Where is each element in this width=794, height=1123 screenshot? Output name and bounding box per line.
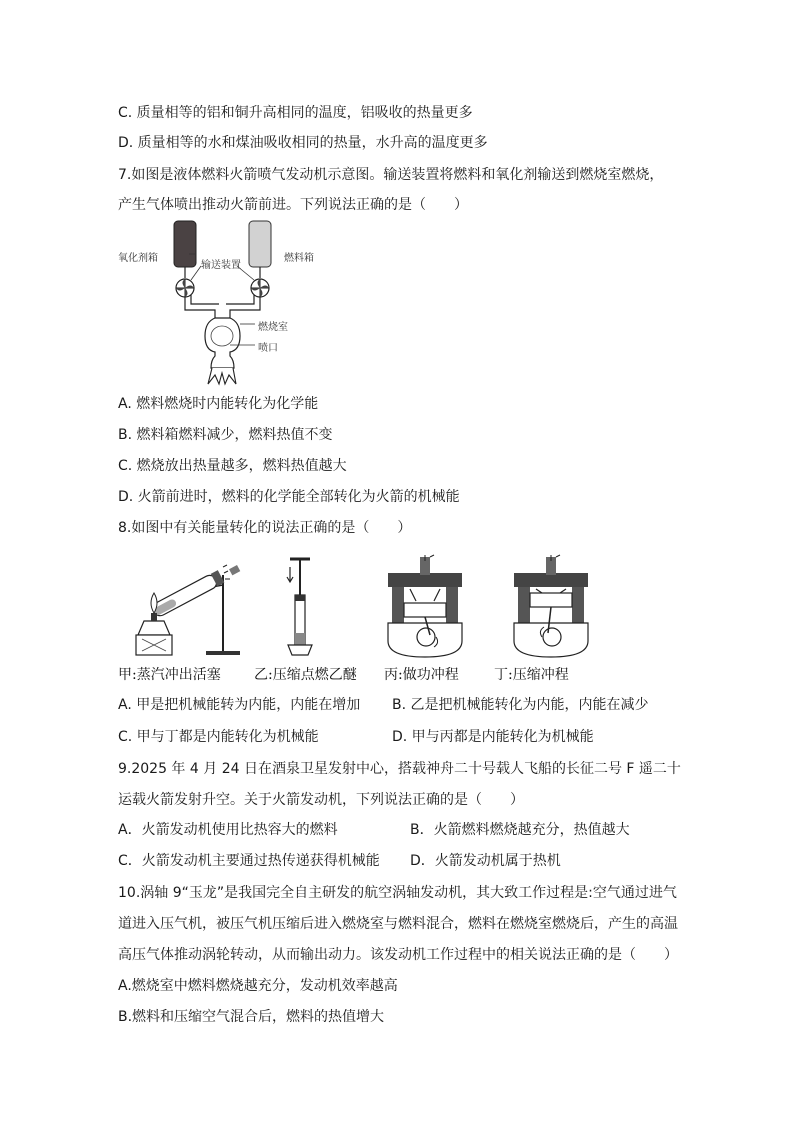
figure-jia-steam-tube — [128, 555, 248, 658]
label-oxidizer-tank: 氧化剂箱 — [118, 253, 158, 264]
nozzle-flame — [208, 368, 236, 384]
caption-bing: 丙:做功冲程 — [384, 667, 459, 683]
q10-stem-line1: 10.涡轴 9“玉龙”是我国完全自主研发的航空涡轴发动机，其大致工作过程是:空气通过进气 — [118, 885, 677, 901]
q9-option-c: C．火箭发动机主要通过热传递获得机械能 — [118, 853, 380, 869]
label-nozzle: 喷口 — [258, 343, 278, 354]
combustion-chamber — [205, 318, 240, 368]
q8-option-b: B. 乙是把机械能转化为内能，内能在减少 — [392, 697, 649, 713]
caption-ding: 丁:压缩冲程 — [494, 667, 569, 683]
q8-option-a: A. 甲是把机械能转为内能，内能在增加 — [118, 697, 361, 713]
label-delivery-device: 输送装置 — [201, 260, 241, 271]
q8-option-d: D. 甲与丙都是内能转化为机械能 — [392, 729, 594, 745]
q9-option-b: B．火箭燃料燃烧越充分，热值越大 — [410, 822, 630, 838]
q9-stem-line2: 运载火箭发射升空。关于火箭发动机，下列说法正确的是（ ） — [118, 792, 524, 808]
q7-stem-line2: 产生气体喷出推动火箭前进。下列说法正确的是（ ） — [118, 197, 468, 213]
q9-option-d: D．火箭发动机属于热机 — [410, 853, 561, 869]
q10-option-a: A.燃烧室中燃料燃烧越充分，发动机效率越高 — [118, 978, 398, 994]
figure-yi-compression-tube — [280, 555, 320, 658]
q7-option-a: A. 燃料燃烧时内能转化为化学能 — [118, 396, 319, 412]
q6-option-d: D. 质量相等的水和煤油吸收相同的热量，水升高的温度更多 — [118, 135, 488, 151]
fuel-pump — [251, 279, 269, 297]
figure-ding-compression-stroke — [512, 553, 590, 658]
q10-option-b: B.燃料和压缩空气混合后，燃料的热值增大 — [118, 1009, 385, 1025]
oxidizer-tank — [174, 221, 196, 267]
q8-stem: 8.如图中有关能量转化的说法正确的是（ ） — [118, 520, 412, 536]
label-combustion-chamber: 燃烧室 — [258, 322, 288, 333]
q6-option-c: C. 质量相等的铝和铜升高相同的温度，铝吸收的热量更多 — [118, 105, 473, 121]
q7-option-b: B. 燃料箱燃料减少，燃料热值不变 — [118, 427, 333, 443]
q7-stem-line1: 7.如图是液体燃料火箭喷气发动机示意图。输送装置将燃料和氧化剂输送到燃烧室燃烧， — [118, 167, 664, 183]
oxidizer-pump — [176, 279, 194, 297]
q8-option-c: C. 甲与丁都是内能转化为机械能 — [118, 729, 319, 745]
q7-option-d: D. 火箭前进时，燃料的化学能全部转化为火箭的机械能 — [118, 489, 460, 505]
q9-option-a: A．火箭发动机使用比热容大的燃料 — [118, 822, 338, 838]
rocket-engine-figure — [115, 218, 305, 386]
fuel-tank — [249, 221, 271, 267]
q10-stem-line3: 高压气体推动涡轮转动，从而输出动力。该发动机工作过程中的相关说法正确的是（ ） — [118, 947, 678, 963]
figure-bing-power-stroke — [386, 553, 464, 658]
q9-stem-line1: 9.2025 年 4 月 24 日在酒泉卫星发射中心，搭载神舟二十号载人飞船的长征二号 F 遥二十 — [118, 761, 681, 777]
q7-option-c: C. 燃烧放出热量越多，燃料热值越大 — [118, 458, 347, 474]
caption-jia: 甲:蒸汽冲出活塞 — [118, 667, 221, 683]
q10-stem-line2: 道进入压气机，被压气机压缩后进入燃烧室与燃料混合，燃料在燃烧室燃烧后，产生的高温 — [118, 916, 678, 932]
label-fuel-tank: 燃料箱 — [284, 253, 314, 264]
caption-yi: 乙:压缩点燃乙醚 — [254, 667, 357, 683]
